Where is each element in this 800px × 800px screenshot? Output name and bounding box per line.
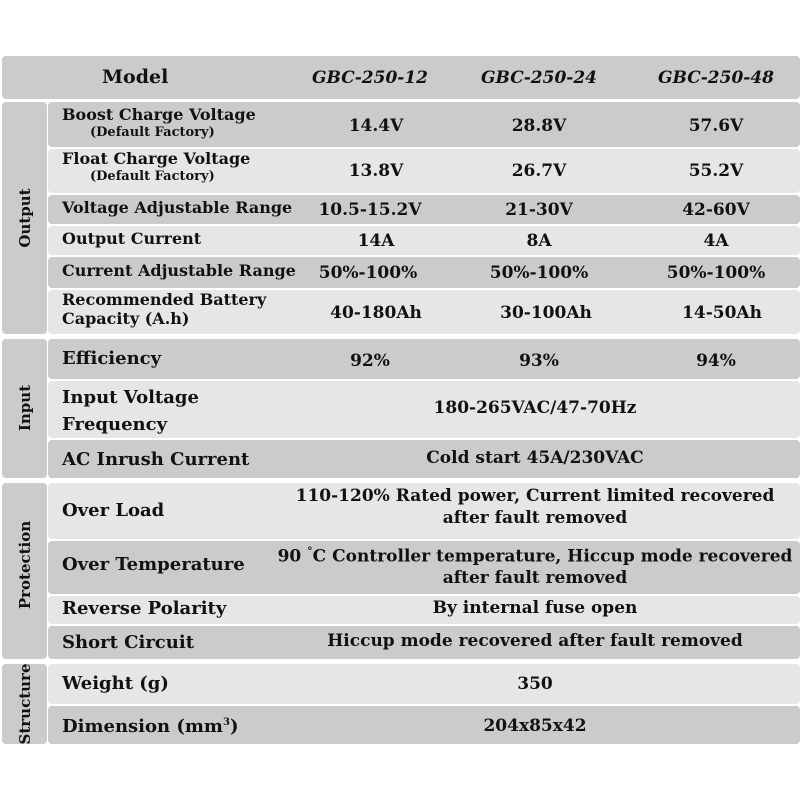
battery-label-line2: Capacity (A.h) <box>62 308 190 328</box>
dimension-label-end: ) <box>229 716 239 737</box>
boost-value-1: 14.4V <box>348 116 404 136</box>
input-voltage-label <box>62 384 199 438</box>
efficiency-value-3: 94% <box>696 351 736 371</box>
current-range-value-1: 50%-100% <box>318 263 418 283</box>
boost-sublabel: (Default Factory) <box>90 124 215 140</box>
polarity-label: Reverse Polarity <box>62 598 227 619</box>
section-structure-label: Structure <box>16 663 34 745</box>
current-range-label: Current Adjustable Range <box>62 261 296 280</box>
battery-value-3: 14-50Ah <box>682 303 762 323</box>
voltage-range-value-1: 10.5-15.2V <box>318 200 422 220</box>
inrush-value: Cold start 45A/230VAC <box>426 448 644 468</box>
battery-value-2: 30-100Ah <box>500 303 592 323</box>
output-current-label: Output Current <box>62 229 202 248</box>
efficiency-label: Efficiency <box>62 348 162 369</box>
model-header-2: GBC-250-24 <box>481 68 597 88</box>
weight-label: Weight (g) <box>62 673 169 694</box>
voltage-range-label: Voltage Adjustable Range <box>62 198 293 217</box>
efficiency-value-2: 93% <box>519 351 559 371</box>
float-value-2: 26.7V <box>511 161 567 181</box>
section-protection-label: Protection <box>16 520 34 610</box>
section-output-label: Output <box>16 188 34 248</box>
inrush-label: AC Inrush Current <box>62 449 250 470</box>
battery-label-line1: Recommended Battery <box>62 290 267 309</box>
current-range-value-3: 50%-100% <box>666 263 766 283</box>
overload-value-line1: 110-120% Rated power, Current limited recovered <box>295 486 775 506</box>
dimension-label-text: Dimension (mm <box>62 716 223 737</box>
overtemp-value <box>270 545 800 590</box>
output-current-value-2: 8A <box>526 231 552 251</box>
dimension-label <box>62 716 238 737</box>
dimension-label-sup: 3 <box>222 717 230 728</box>
boost-value-2: 28.8V <box>511 116 567 136</box>
battery-value-1: 40-180Ah <box>330 303 422 323</box>
output-current-value-3: 4A <box>703 231 729 251</box>
overtemp-label: Over Temperature <box>62 554 245 575</box>
input-voltage-value: 180-265VAC/47-70Hz <box>433 398 637 418</box>
float-label <box>62 150 250 184</box>
float-value-3: 55.2V <box>688 161 744 181</box>
section-input-label: Input <box>16 384 34 432</box>
model-header-3: GBC-250-48 <box>658 68 774 88</box>
weight-value: 350 <box>517 674 553 694</box>
polarity-value: By internal fuse open <box>432 598 638 618</box>
float-sublabel: (Default Factory) <box>90 168 215 184</box>
model-label: Model <box>102 66 169 88</box>
boost-label <box>62 106 256 140</box>
battery-label <box>62 291 266 329</box>
overtemp-value-line2: after fault removed <box>442 568 628 589</box>
voltage-range-value-2: 21-30V <box>505 200 573 220</box>
boost-value-3: 57.6V <box>688 116 744 136</box>
overload-value-line2: after fault removed <box>442 507 628 528</box>
overload-value <box>270 486 800 530</box>
short-circuit-label: Short Circuit <box>62 632 195 653</box>
voltage-range-value-3: 42-60V <box>682 200 750 220</box>
current-range-value-2: 50%-100% <box>489 263 589 283</box>
input-voltage-label-line2: Frequency <box>62 414 168 435</box>
model-header-1: GBC-250-12 <box>312 68 428 88</box>
float-label-text: Float Charge Voltage <box>62 149 251 168</box>
boost-label-text: Boost Charge Voltage <box>62 105 256 124</box>
overtemp-temp: 90 <box>277 546 302 567</box>
degree-symbol: ° <box>307 545 313 558</box>
output-current-value-1: 14A <box>357 231 395 251</box>
short-circuit-value: Hiccup mode recovered after fault removed <box>327 631 743 651</box>
overload-label: Over Load <box>62 500 165 521</box>
float-value-1: 13.8V <box>348 161 404 181</box>
efficiency-value-1: 92% <box>350 351 390 371</box>
dimension-value: 204x85x42 <box>483 716 587 736</box>
overtemp-value-line1: C Controller temperature, Hiccup mode recovered <box>312 546 793 567</box>
input-voltage-label-line1: Input Voltage <box>62 387 199 408</box>
